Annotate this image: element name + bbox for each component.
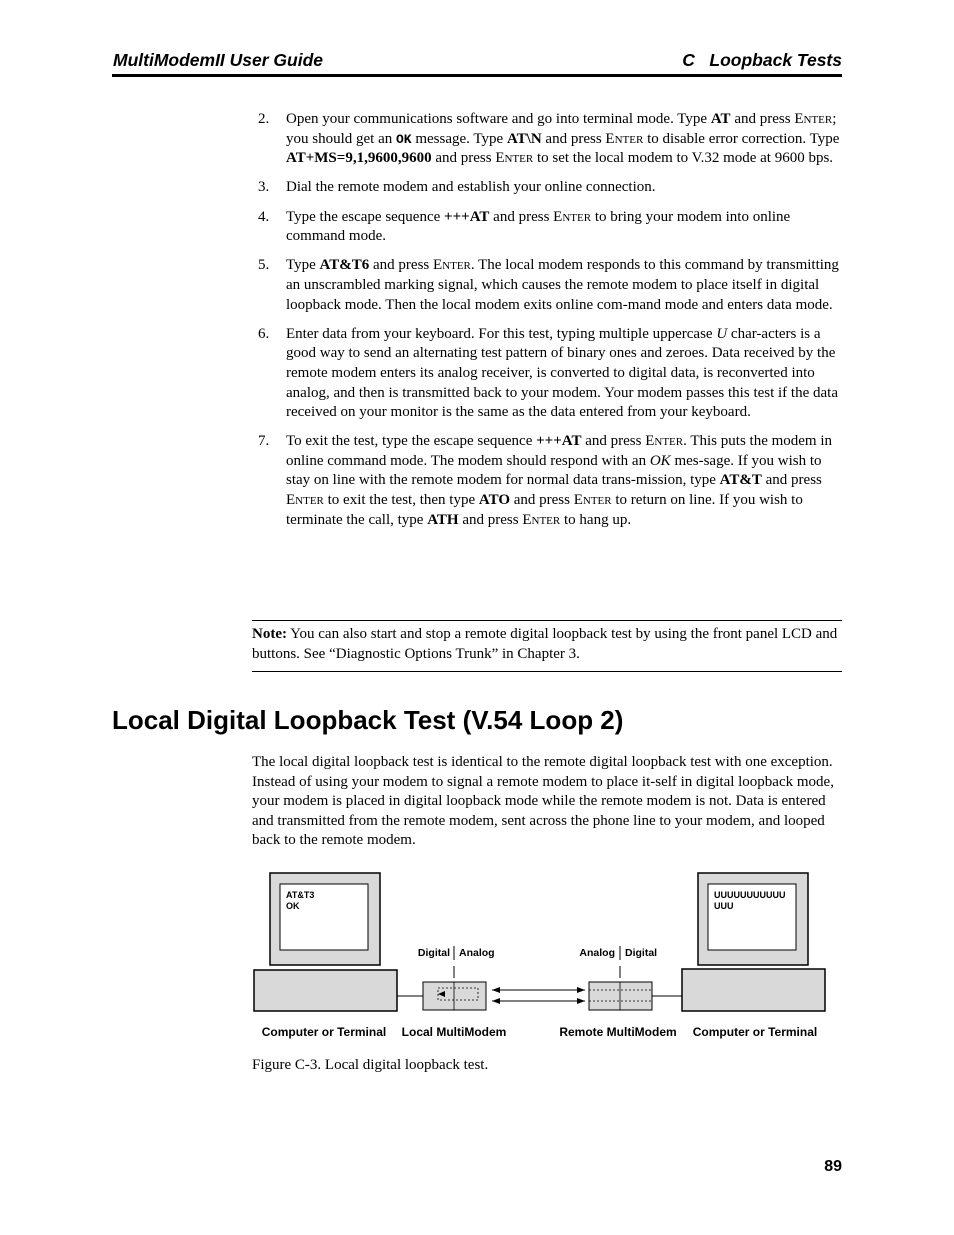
step-4	[252, 208, 842, 247]
note-box	[252, 620, 842, 672]
step-text: Open your communications software and go into terminal mode. Type AT and press Enter; you should get an OK message. Type AT\N and press Enter to disable error correction. Type AT+MS=9,1,9600,9600 and press Enter to set the local modem to V.32 mode at 9600 bps.	[286, 111, 840, 167]
right-computer-base	[682, 969, 825, 1011]
step-text: Dial the remote modem and establish your online connection.	[286, 179, 656, 196]
step-number: 5.	[258, 257, 270, 274]
remote-modem	[589, 982, 652, 1010]
step-text: To exit the test, type the escape sequence +++AT and press Enter. This puts the modem in online command mode. The modem should respond with an OK mes-sage. If you wish to stay on line with the remote modem for normal data trans-mission, type AT&T and press Enter to exit the test, then type ATO and press Enter to return on line. If you wish to terminate the call, type ATH and press Enter to hang up.	[286, 433, 833, 528]
note-text: You can also start and stop a remote digital loopback test by using the front panel LCD and buttons. See “Diagnostic Options Trunk” in Chapter 3.	[252, 626, 838, 662]
step-number: 4.	[258, 208, 270, 225]
remote-digital-label: Digital	[625, 947, 658, 959]
loopback-diagram	[252, 870, 842, 1045]
local-analog-label: Analog	[459, 947, 495, 959]
right-screen-line1: UUUUUUUUUUU	[714, 890, 786, 900]
step-text: Enter data from your keyboard. For this test, typing multiple uppercase U char-acters is a good way to send an alternating test pattern of binary ones and zeroes. Data received by the remote modem enters its analog receiver, is converted to digital data, is reconverted into analog, and then is transmitted back to your modem. Your modem passes this test if the data received on your monitor is the same as the data entered from your keyboard.	[286, 325, 838, 421]
phone-line	[492, 987, 585, 1004]
step-3	[252, 178, 842, 198]
procedure-steps	[252, 110, 842, 540]
step-number: 2.	[258, 111, 270, 127]
left-screen-line2: OK	[286, 901, 300, 911]
page-number: 89	[824, 1158, 842, 1175]
right-screen-line2: UUU	[714, 901, 734, 911]
header-rule	[112, 74, 842, 77]
step-6	[252, 325, 842, 423]
label-computer-right: Computer or Terminal	[692, 1025, 818, 1039]
left-computer-base	[254, 970, 397, 1011]
note-label: Note:	[252, 626, 287, 642]
step-number: 3.	[258, 179, 270, 196]
left-screen-line1: AT&T3	[286, 890, 315, 900]
header-title: MultiModemII User Guide	[113, 50, 324, 70]
step-text: Type the escape sequence +++AT and press Enter to bring your modem into online command mode.	[286, 208, 791, 245]
section-intro: The local digital loopback test is identical to the remote digital loopback test with one exception. Instead of using your modem to signal a remote modem to place it-self in digital loopback mode, your modem is placed in digital loopback mode while the remote modem is not. Data is entered and transmitted from the remote modem, sent across the phone line to your modem, and looped back to the remote modem.	[252, 754, 834, 849]
remote-analog-label: Analog	[579, 947, 615, 959]
step-2	[252, 110, 842, 169]
section-title: Local Digital Loopback Test (V.54 Loop 2)	[112, 705, 624, 735]
header-chapter: C Loopback Tests	[682, 50, 842, 70]
local-modem	[423, 982, 486, 1010]
step-5	[252, 256, 842, 315]
left-computer	[254, 873, 397, 1011]
step-number: 6.	[258, 325, 270, 342]
label-remote-modem: Remote MultiModem	[559, 1025, 677, 1039]
step-7	[252, 432, 842, 530]
label-local-modem: Local MultiModem	[401, 1025, 507, 1039]
step-number: 7.	[258, 433, 270, 450]
label-computer-left: Computer or Terminal	[261, 1025, 387, 1039]
right-computer	[682, 873, 825, 1011]
figure-caption: Figure C-3. Local digital loopback test.	[252, 1057, 489, 1073]
step-text: Type AT&T6 and press Enter. The local modem responds to this command by transmitting an unscrambled marking signal, which causes the remote modem to place itself in digital loopback mode. Then the local modem exits online com-mand mode and enters data mode.	[286, 257, 839, 313]
local-digital-label: Digital	[417, 947, 450, 959]
